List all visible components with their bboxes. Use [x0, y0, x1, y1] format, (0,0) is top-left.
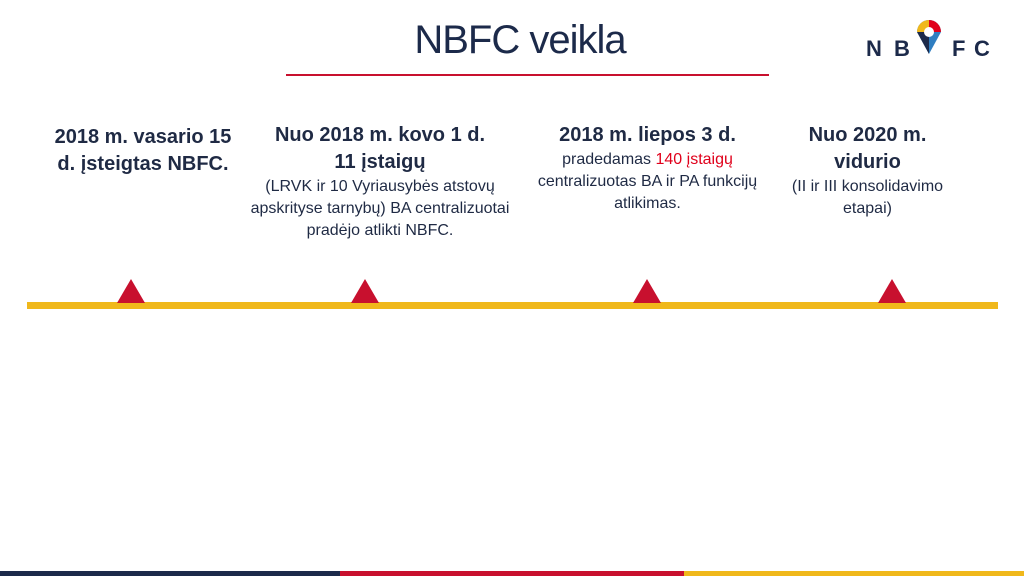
- milestone-heading: 2018 m. vasario 15 d. įsteigtas NBFC.: [54, 126, 232, 175]
- footer-stripe-yellow: [684, 571, 1024, 576]
- milestone-detail: (II ir III konsolidavimo etapai): [791, 178, 944, 217]
- logo-letter-c: C: [974, 36, 990, 61]
- timeline-marker-2: [351, 279, 379, 303]
- milestone-heading: Nuo 2018 m. kovo 1 d.: [274, 124, 486, 146]
- milestone-2018-july: [530, 122, 765, 215]
- timeline-marker-1: [117, 279, 145, 303]
- milestone-2018-march: [245, 122, 515, 242]
- logo-letter-n: N: [866, 36, 882, 61]
- nbfc-logo: [866, 16, 996, 66]
- footer-stripe-navy: [0, 571, 340, 576]
- timeline-marker-4: [878, 279, 906, 303]
- detail-highlight: 140 įstaigų: [655, 151, 733, 168]
- logo-letter-f: F: [952, 36, 966, 61]
- milestone-2018-february: [48, 124, 238, 178]
- location-pin-icon: [915, 16, 943, 56]
- milestone-subheading: 11 įstaigų: [334, 151, 426, 173]
- footer-stripe-red: [340, 571, 684, 576]
- footer-stripe: [0, 571, 1024, 576]
- milestone-heading: 2018 m. liepos 3 d.: [559, 124, 736, 146]
- milestone-detail: [530, 149, 765, 215]
- detail-suffix: centralizuotas BA ir PA funkcijų atlikimas.: [537, 173, 758, 212]
- slide-title: NBFC veikla: [414, 18, 626, 62]
- timeline-bar: [27, 302, 998, 309]
- title-underline: [286, 74, 769, 76]
- milestone-detail: (LRVK ir 10 Vyriausybės atstovų apskrityse tarnybų) BA centralizuotai pradėjo atlikti NBFC.: [250, 178, 510, 239]
- detail-prefix: pradedamas: [562, 151, 656, 168]
- timeline-marker-3: [633, 279, 661, 303]
- milestone-2020-mid: [785, 122, 950, 220]
- milestone-heading: Nuo 2020 m. vidurio: [808, 124, 927, 173]
- logo-letter-b: B: [894, 36, 910, 61]
